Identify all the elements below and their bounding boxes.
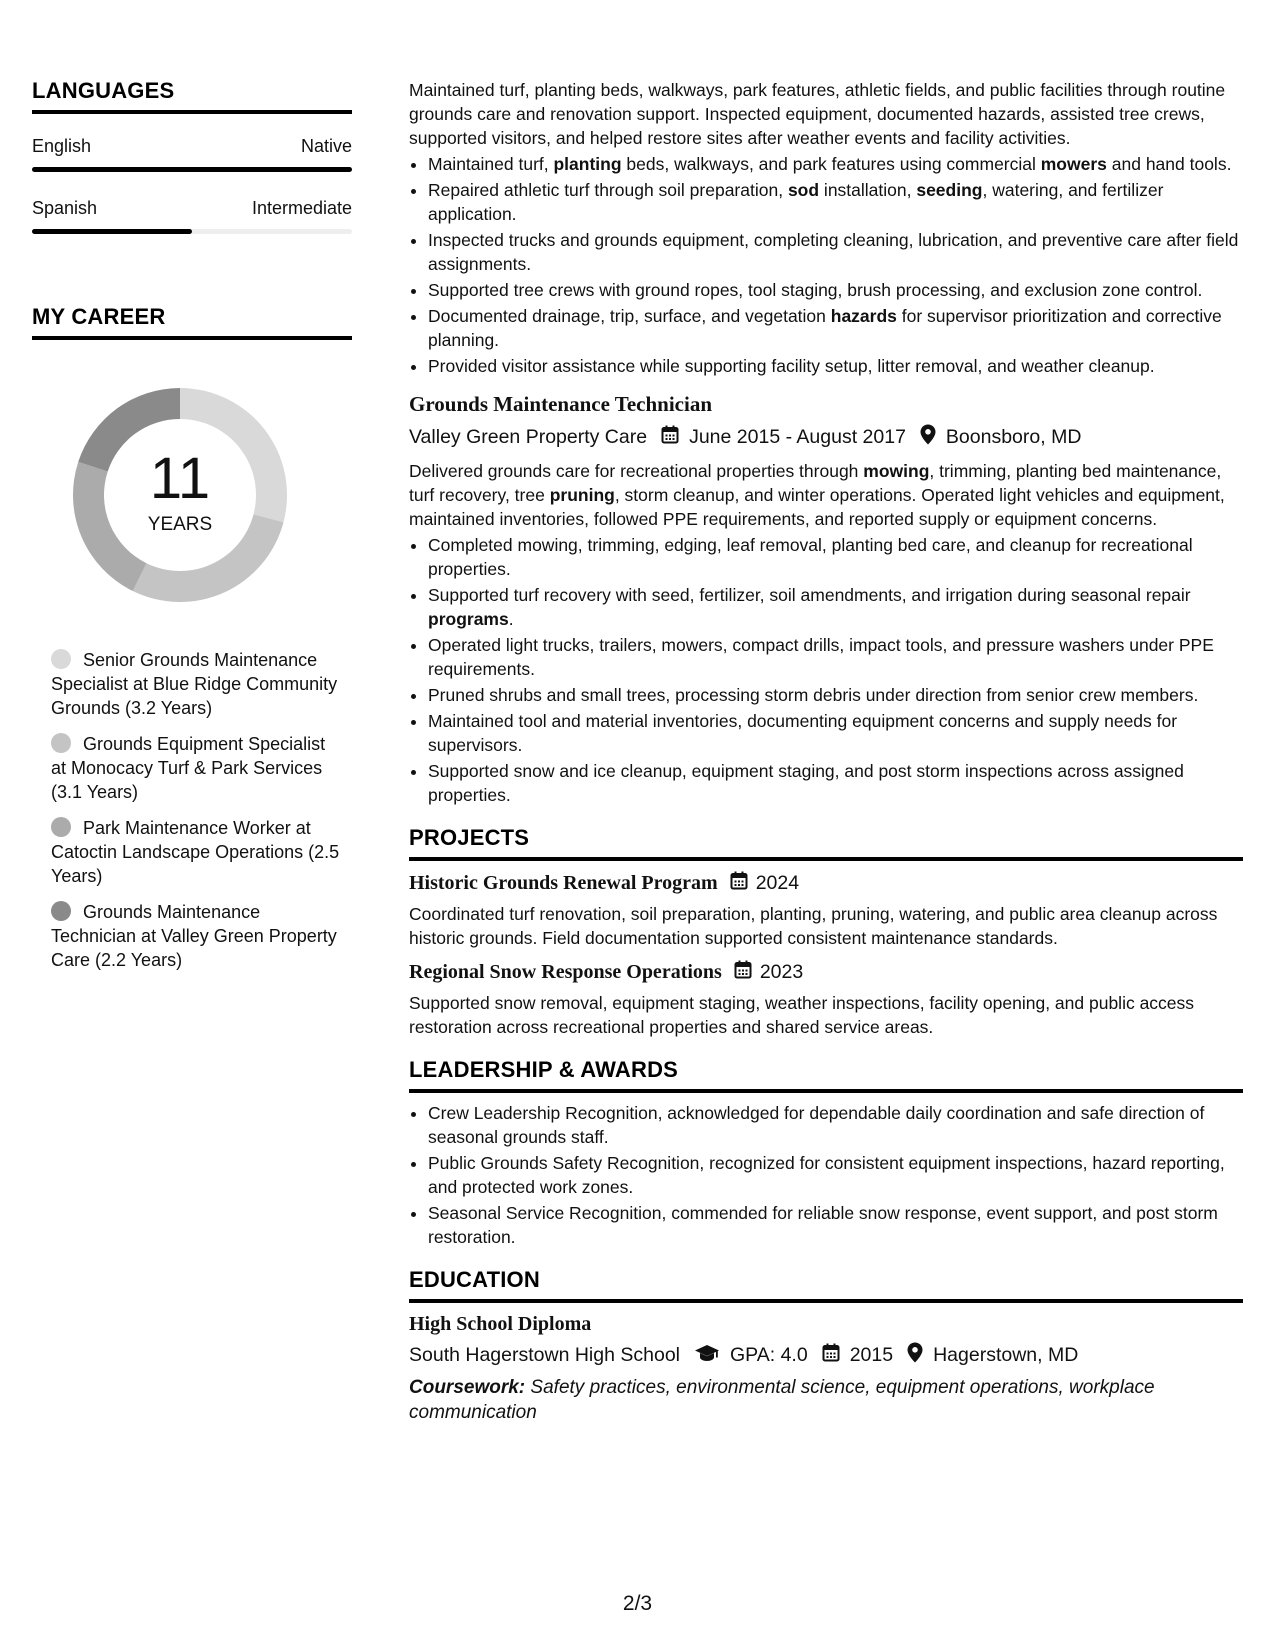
text-segment: , watering, and fertilizer application. [428,180,1164,224]
job-location: Boonsboro, MD [945,426,1082,448]
text-segment: Delivered grounds care for recreational properties through [409,461,864,481]
language-proficiency-bar [32,229,352,234]
text-segment: , storm cleanup, and winter operations. Operated light vehicles and equipment, maintained inventories, followed PPE requirements, and reported supply or equipment concerns. [409,485,1225,529]
education-heading: EDUCATION [409,1267,1243,1303]
career-legend-label: Park Maintenance Worker at Catoctin Landscape Operations (2.5 Years) [51,818,340,886]
text-segment: Repaired athletic turf through soil preparation, [428,180,788,200]
legend-dot-icon [51,901,71,921]
bold-keyword: hazards [830,306,897,326]
awards-list [409,1101,1243,1249]
education-meta [409,1342,1243,1369]
career-legend-item [51,900,341,972]
awards-heading: LEADERSHIP & AWARDS [409,1057,1243,1093]
text-segment: . [508,609,514,629]
bold-keyword: programs [428,609,509,629]
awards-section [409,1057,1243,1249]
job-bullet [428,228,1243,276]
job-bullet [428,759,1243,807]
text-segment: Maintained turf, [428,154,554,174]
education-school: South Hagerstown High School [409,1344,680,1366]
language-item [32,198,352,234]
languages-heading: LANGUAGES [32,78,352,114]
text-segment: Supported turf recovery with seed, fertilizer, soil amendments, and irrigation during seasonal repair [428,585,1191,605]
job-dates: June 2015 - August 2017 [689,426,906,448]
text-segment: , trimming, planting bed maintenance, turf recovery, tree [409,461,1222,505]
language-proficiency-bar [32,167,352,172]
text-segment: and hand tools. [1106,154,1232,174]
text-segment: for supervisor prioritization and corrective planning. [428,306,1222,350]
job-bullet [428,354,1243,378]
page-number: 2/3 [622,1592,653,1615]
education-section [409,1267,1243,1425]
text-segment: Documented drainage, trip, surface, and vegetation [428,306,831,326]
job-meta [409,424,1243,451]
education-gpa: GPA: 4.0 [730,1344,808,1366]
job-bullet [428,633,1243,681]
education-coursework [409,1375,1243,1425]
legend-dot-icon [51,733,71,753]
career-years-label: YEARS [147,514,213,535]
bold-keyword: pruning [549,485,615,505]
project-name: Regional Snow Response Operations [409,961,722,983]
career-total-years: 11 [149,446,211,511]
legend-dot-icon [51,817,71,837]
coursework-text: Safety practices, environmental science, equipment operations, workplace communication [409,1377,1155,1423]
career-legend-item [51,816,341,888]
career-legend-label: Senior Grounds Maintenance Specialist at Blue Ridge Community Grounds (3.2 Years) [51,650,338,718]
language-proficiency-fill [32,229,192,234]
job-bullet [428,709,1243,757]
calendar-icon [734,960,752,985]
job-bullet [428,533,1243,581]
text-segment: Pruned shrubs and small trees, processing storm debris under direction from senior crew members. [428,685,1199,705]
text-segment: Inspected trucks and grounds equipment, completing cleaning, lubrication, and preventive care after field assignments. [428,230,1239,274]
job-bullet [428,152,1243,176]
graduation-cap-icon [694,1344,720,1368]
calendar-icon [661,425,679,450]
project-name: Historic Grounds Renewal Program [409,872,718,894]
job-bullet [428,278,1243,302]
job-description: Maintained turf, planting beds, walkways, park features, athletic fields, and public facilities through routine grounds care and renovation support. Inspected equipment, documented hazards, assisted tree crews, supported visitors, and helped restore sites after weather events and facility activities. [409,80,1226,148]
award-item: • Seasonal Service Recognition, commended for reliable snow response, event support, and post storm restoration. [428,1201,1243,1249]
text-segment: Supported tree crews with ground ropes, tool staging, brush processing, and exclusion zone control. [428,280,1203,300]
job-title: Grounds Maintenance Technician [409,392,713,416]
bold-keyword: mowers [1040,154,1107,174]
project-item [409,960,1243,1039]
job-bullet [428,304,1243,352]
award-item: • Public Grounds Safety Recognition, recognized for consistent equipment inspections, hazard reporting, and protected work zones. [428,1151,1243,1199]
job-company: Valley Green Property Care [409,426,648,448]
career-donut-chart [65,380,295,610]
language-name: Spanish [32,198,98,218]
legend-dot-icon [51,649,71,669]
career-legend-label: Grounds Maintenance Technician at Valley Green Property Care (2.2 Years) [51,902,337,970]
text-segment: installation, [819,180,917,200]
job-bullet [428,178,1243,226]
bold-keyword: sod [787,180,820,200]
bold-keyword: planting [553,154,622,174]
text-segment: Maintained tool and material inventories, documenting equipment concerns and supply needs for supervisors. [428,711,1178,755]
career-heading: MY CAREER [32,304,352,340]
text-segment: Completed mowing, trimming, edging, leaf removal, planting bed care, and cleanup for recreational properties. [428,535,1193,579]
calendar-icon [730,871,748,896]
project-year: 2023 [759,961,804,983]
education-degree: High School Diploma [409,1313,592,1335]
language-item [32,136,352,172]
job-bullet [428,683,1243,707]
language-name: English [32,136,92,156]
bold-keyword: seeding [916,180,983,200]
language-level: Native [300,136,352,156]
project-description: Coordinated turf renovation, soil preparation, planting, pruning, watering, and public area cleanup across historic grounds. Field documentation supported consistent maintenance standards. [409,904,1218,948]
language-level: Intermediate [251,198,352,218]
right-column [409,78,1243,1425]
language-proficiency-fill [32,167,352,172]
projects-section [409,825,1243,1039]
calendar-icon [822,1343,840,1368]
award-item: • Crew Leadership Recognition, acknowledged for dependable daily coordination and safe direction of seasonal grounds staff. [428,1101,1243,1149]
text-segment: beds, walkways, and park features using commercial [621,154,1041,174]
job-bullet-list [409,533,1243,807]
text-segment: Operated light trucks, trailers, mowers, compact drills, impact tools, and pressure washers under PPE requirements. [428,635,1214,679]
text-segment: Supported snow and ice cleanup, equipment staging, and post storm inspections across assigned properties. [428,761,1184,805]
coursework-label: Coursework: [409,1377,526,1398]
projects-heading: PROJECTS [409,825,1243,861]
project-year: 2024 [755,872,800,894]
career-legend-label: Grounds Equipment Specialist at Monocacy Turf & Park Services (3.1 Years) [51,734,326,802]
left-column [32,78,352,984]
job-bullet-list [409,152,1243,378]
career-legend-item [51,648,341,720]
project-description: Supported snow removal, equipment staging, weather inspections, facility opening, and public access restoration across recreational properties and shared service areas. [409,993,1195,1037]
text-segment: Provided visitor assistance while supporting facility setup, litter removal, and weather cleanup. [428,356,1155,376]
education-location: Hagerstown, MD [933,1344,1079,1366]
career-legend [51,648,341,972]
location-pin-icon [920,424,936,451]
job-description [409,459,1243,531]
bold-keyword: mowing [863,461,930,481]
project-item [409,871,1243,950]
location-pin-icon [907,1342,923,1369]
career-legend-item [51,732,341,804]
education-year: 2015 [849,1344,894,1366]
job-bullet [428,583,1243,631]
